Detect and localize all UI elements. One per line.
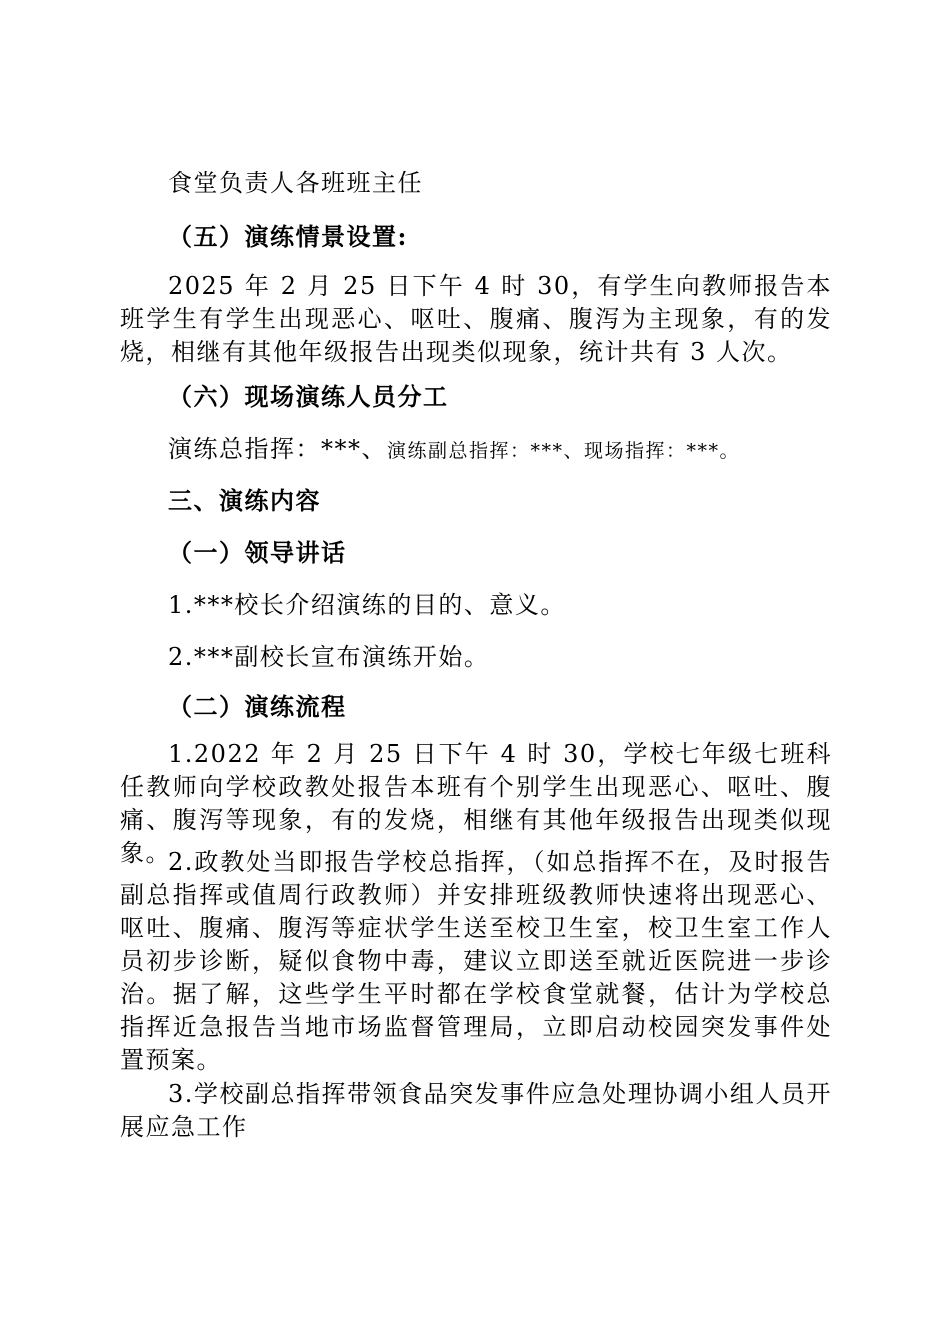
- paragraph-process-1-text: 1.2022 年 2 月 25 日下午 4 时 30，学校七年级七班科任教师向学校政教处报告本班有个别学生出现恶心、呕吐、腹痛、腹泻等现象，有的发烧，相继有其他年级报告出现类似现象。: [120, 740, 832, 867]
- text-line-staff: 食堂负责人各班班主任: [168, 169, 423, 197]
- section-heading-speech: （一）领导讲话: [168, 538, 347, 567]
- section-heading-roles: （六）现场演练人员分工: [168, 382, 449, 411]
- roles-commander: 演练总指挥：***、: [168, 435, 387, 463]
- paragraph-process-2: [120, 846, 832, 1077]
- list-item-1: 1.***校长介绍演练的目的、意义。: [168, 591, 566, 619]
- paragraph-process-3-text: 3.学校副总指挥带领食品突发事件应急处理协调小组人员开展应急工作: [120, 1080, 832, 1141]
- roles-deputy-field: 演练副总指挥：***、现场指挥：***。: [387, 440, 741, 462]
- text-line-roles: [0, 434, 950, 466]
- paragraph-process-3: [120, 1078, 832, 1144]
- section-heading-scenario: （五）演练情景设置:: [168, 222, 408, 251]
- paragraph-process-2-text: 2.政教处当即报告学校总指挥，（如总指挥不在，及时报告副总指挥或值周行政教师）并安排班级教师快速将出现恶心、呕吐、腹痛、腹泻等症状学生送至校卫生室，校卫生室工作人员初步诊断，疑似食物中毒，建议立即送至就近医院进一步诊治。据了解，这些学生平时都在学校食堂就餐，估计为学校总指挥近急报告当地市场监督管理局，立即启动校园突发事件处置预案。: [120, 848, 832, 1074]
- section-heading-process: （二）演练流程: [168, 692, 347, 721]
- paragraph-scenario-text: 2025 年 2 月 25 日下午 4 时 30，有学生向教师报告本班学生有学生出现恶心、呕吐、腹痛、腹泻为主现象，有的发烧，相继有其他年级报告出现类似现象，统计共有 3 人次。: [120, 272, 832, 366]
- paragraph-scenario: [120, 270, 832, 369]
- list-item-2: 2.***副校长宣布演练开始。: [168, 643, 490, 671]
- chapter-heading-content: 三、演练内容: [168, 486, 321, 515]
